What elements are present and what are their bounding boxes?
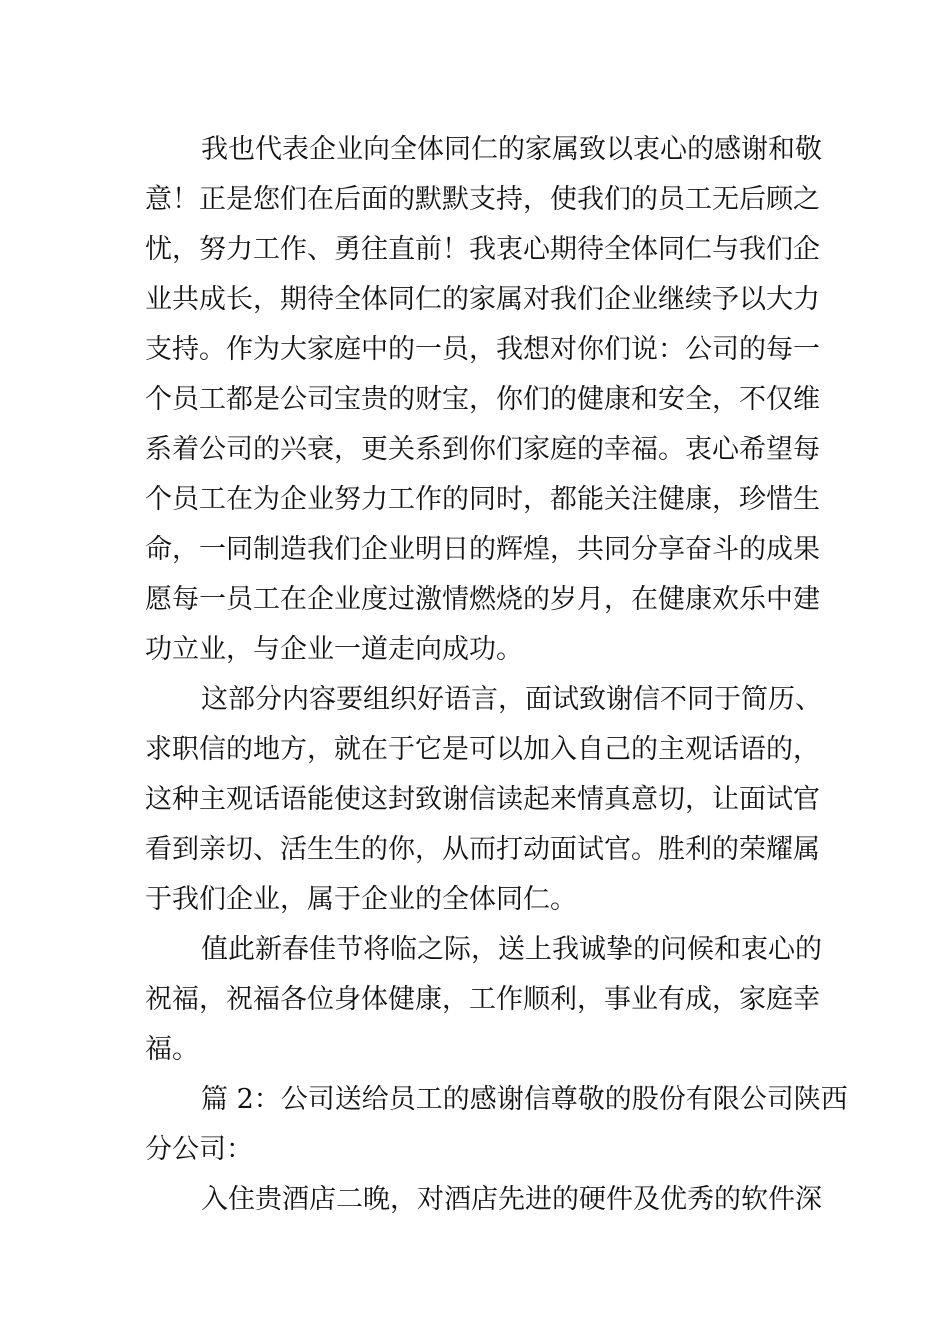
text-line: 我也代表企业向全体同仁的家属致以衷心的感谢和敬 [201, 134, 822, 165]
text-line: 求职信的地方，就在于它是可以加入自己的主观话语的， [145, 734, 820, 765]
paragraph-new-year-wishes [145, 925, 822, 1075]
text-line: 入住贵酒店二晚，对酒店先进的硬件及优秀的软件深 [201, 1184, 822, 1215]
text-line: 个员工在为企业努力工作的同时，都能关注健康，珍惜生 [145, 484, 820, 515]
text-line: 业共成长，期待全体同仁的家属对我们企业继续予以大力 [145, 284, 820, 315]
text-line: 支持。作为大家庭中的一员，我想对你们说：公司的每一 [145, 334, 820, 365]
text-line: 于我们企业，属于企业的全体同仁。 [145, 884, 577, 915]
text-line: 命，一同制造我们企业明日的辉煌，共同分享奋斗的成果 [145, 534, 820, 565]
text-line: 功立业，与企业一道走向成功。 [145, 634, 523, 665]
body-text [145, 125, 848, 1225]
text-line: 福。 [145, 1034, 199, 1065]
text-line: 系着公司的兴衰，更关系到你们家庭的幸福。衷心希望每 [145, 434, 820, 465]
text-line: 愿每一员工在企业度过激情燃烧的岁月，在健康欢乐中建 [145, 584, 820, 615]
text-line: 忧，努力工作、勇往直前！我衷心期待全体同仁与我们企 [145, 234, 820, 265]
text-line: 看到亲切、活生生的你，从而打动面试官。胜利的荣耀属 [145, 834, 820, 865]
text-line: 值此新春佳节将临之际，送上我诚挚的问候和衷心的 [201, 934, 822, 965]
text-line: 意！正是您们在后面的默默支持，使我们的员工无后顾之 [145, 184, 820, 215]
paragraph-hotel-stay [145, 1175, 822, 1225]
section-heading-line: 篇 2：公司送给员工的感谢信尊敬的股份有限公司陕西 [201, 1084, 848, 1115]
section-heading-line: 分公司： [145, 1134, 253, 1165]
text-line: 个员工都是公司宝贵的财宝，你们的健康和安全，不仅维 [145, 384, 820, 415]
paragraph-language-note [145, 675, 822, 925]
text-line: 这部分内容要组织好语言，面试致谢信不同于简历、 [201, 684, 822, 715]
paragraph-part-2-heading [145, 1075, 848, 1175]
text-line: 这种主观话语能使这封致谢信读起来情真意切，让面试官 [145, 784, 820, 815]
paragraph-family-thanks [145, 125, 822, 675]
text-line: 祝福，祝福各位身体健康，工作顺利，事业有成，家庭幸 [145, 984, 820, 1015]
